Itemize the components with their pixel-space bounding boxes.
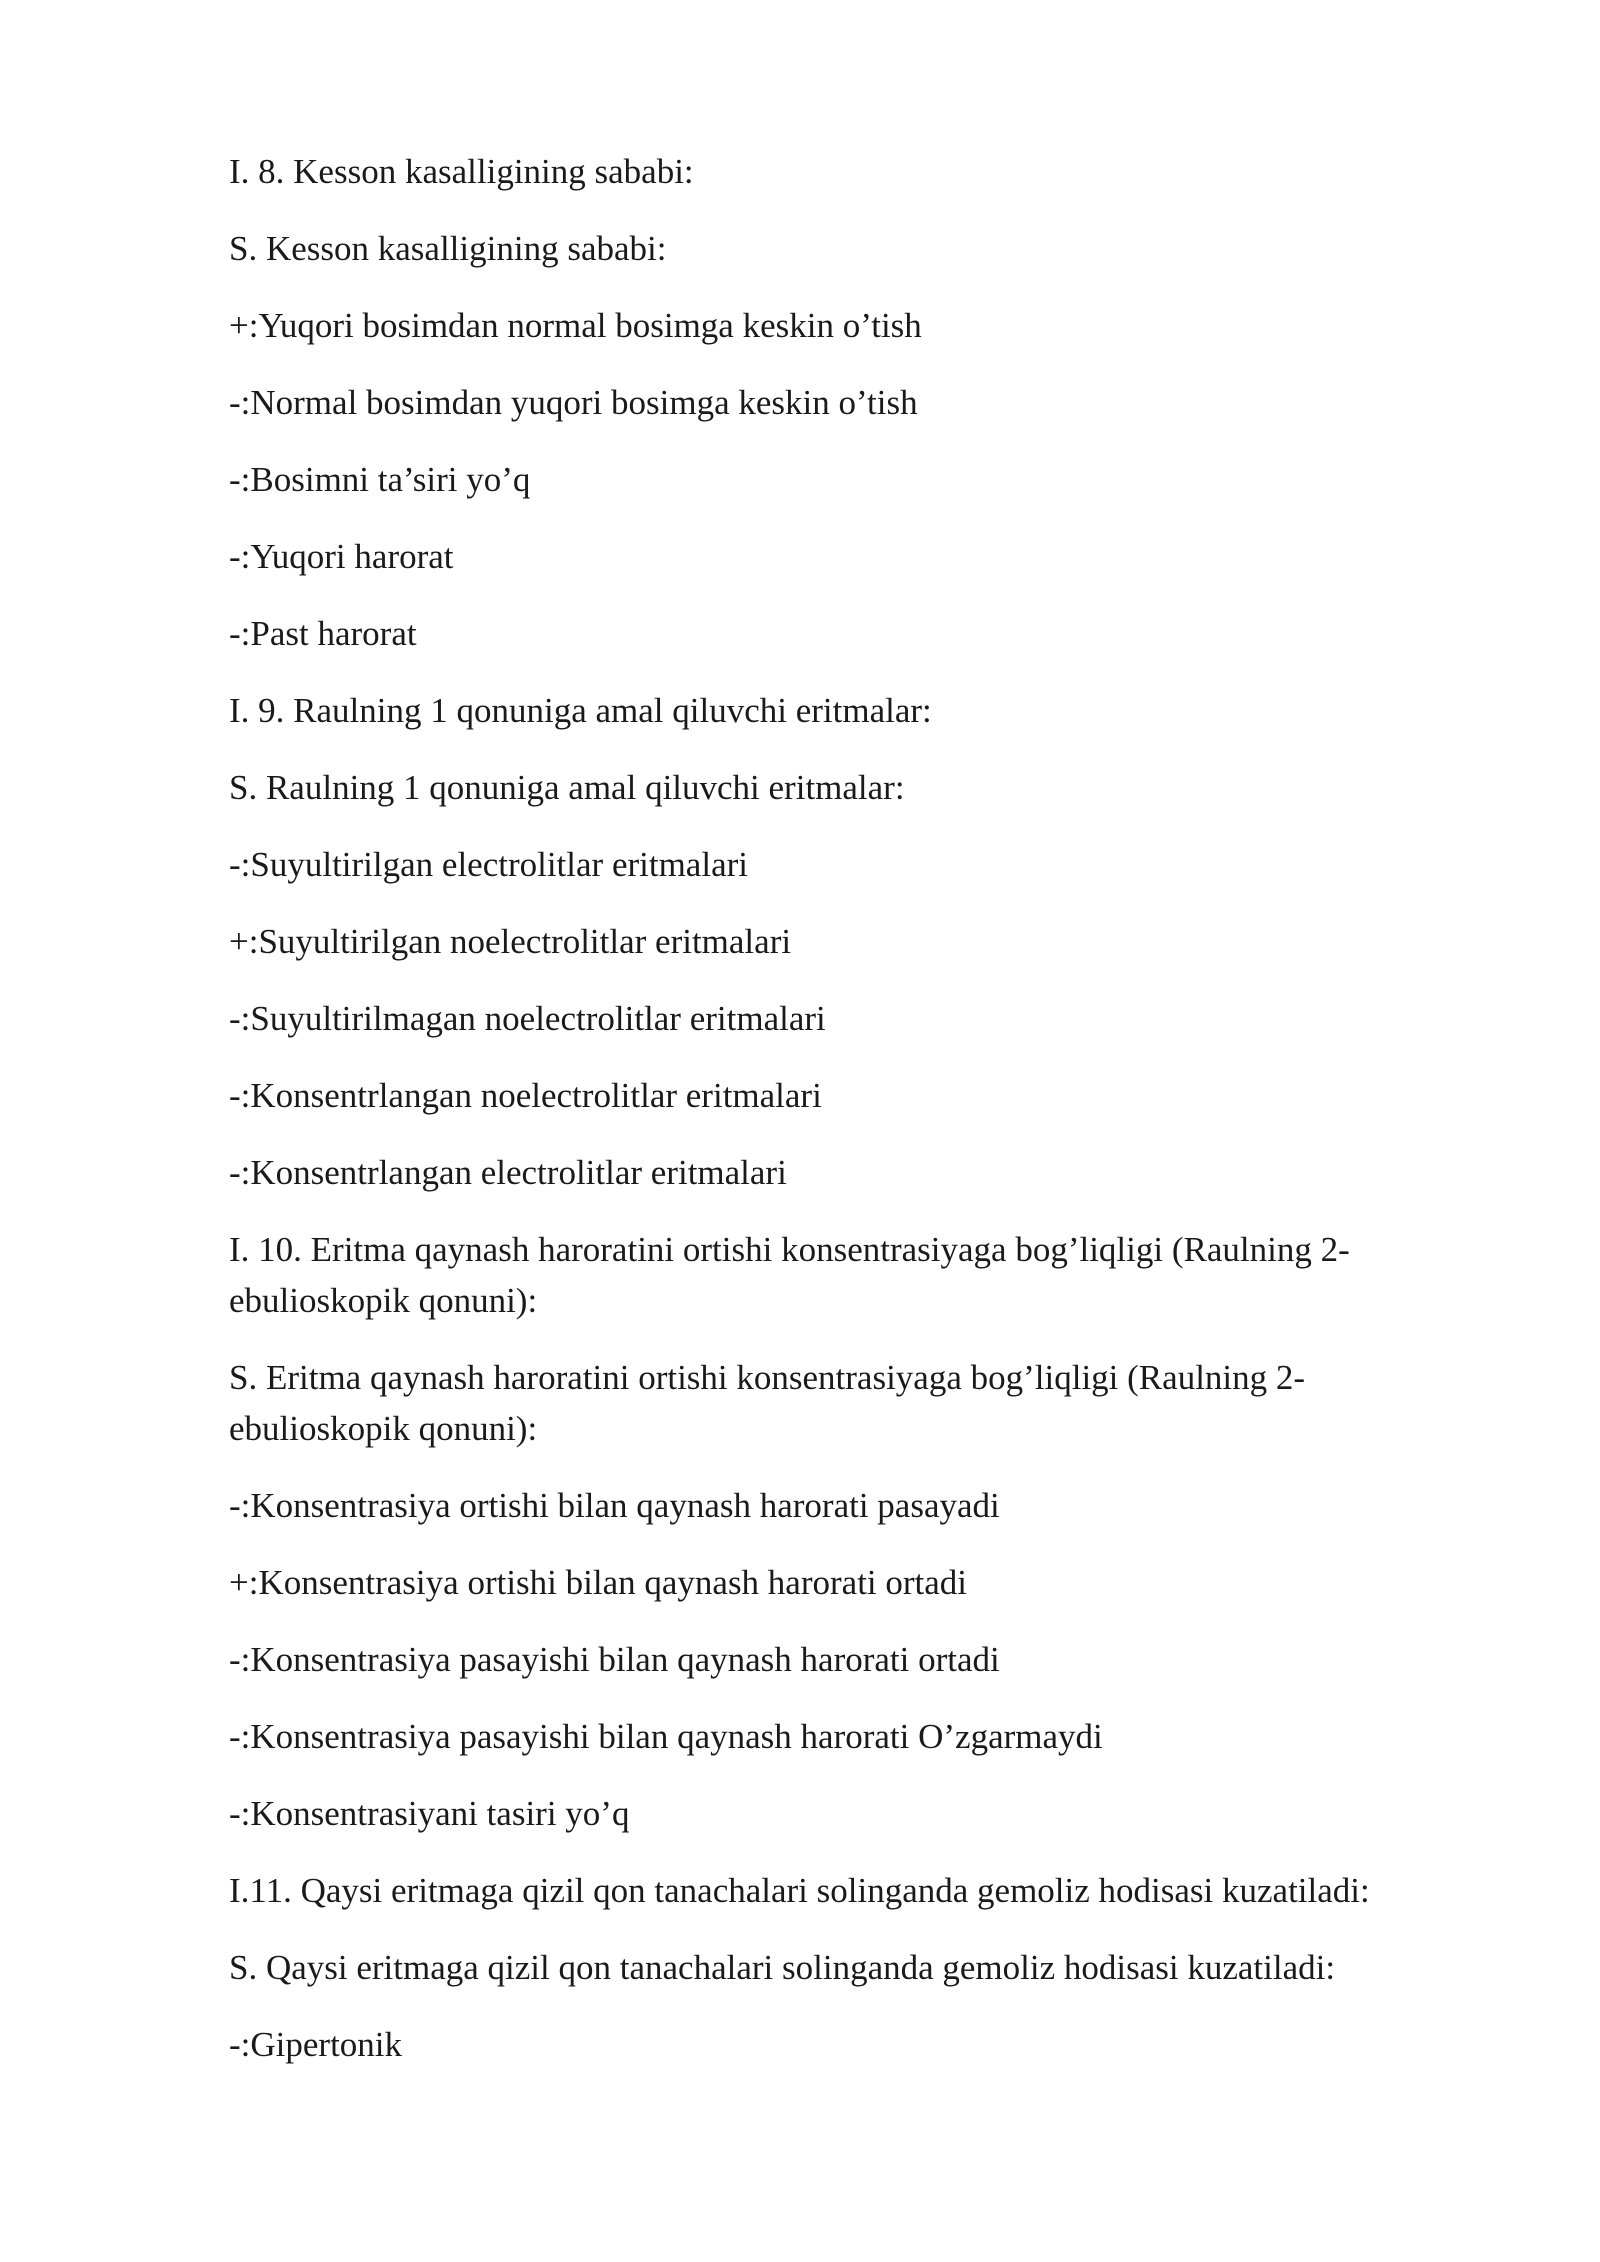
answer-option: -:Yuqori harorat	[229, 537, 454, 576]
document-body	[229, 146, 1479, 2096]
answer-option: -:Past harorat	[229, 614, 417, 653]
answer-option: -:Bosimni ta’siri yo’q	[229, 460, 531, 499]
question-heading: I.11. Qaysi eritmaga qizil qon tanachalari solinganda gemoliz hodisasi kuzatiladi:	[229, 1871, 1370, 1910]
answer-option: -:Suyultirilmagan noelectrolitlar eritmalari	[229, 999, 826, 1038]
question-heading: I. 10. Eritma qaynash haroratini ortishi konsentrasiyaga bog’liqligi (Raulning 2-ebulioskopik qonuni):	[229, 1230, 1350, 1320]
question-statement: S. Qaysi eritmaga qizil qon tanachalari solinganda gemoliz hodisasi kuzatiladi:	[229, 1948, 1336, 1987]
answer-option: -:Konsentrlangan noelectrolitlar eritmalari	[229, 1076, 822, 1115]
answer-option: -:Konsentrasiya pasayishi bilan qaynash harorati ortadi	[229, 1640, 1000, 1679]
question-heading: I. 9. Raulning 1 qonuniga amal qiluvchi eritmalar:	[229, 691, 932, 730]
question-statement: S. Eritma qaynash haroratini ortishi konsentrasiyaga bog’liqligi (Raulning 2-ebulioskopik qonuni):	[229, 1358, 1306, 1448]
question-statement: S. Raulning 1 qonuniga amal qiluvchi eritmalar:	[229, 768, 905, 807]
answer-option: -:Konsentrasiya pasayishi bilan qaynash harorati O’zgarmaydi	[229, 1717, 1103, 1756]
answer-option: -:Gipertonik	[229, 2025, 403, 2064]
answer-option-correct: +:Suyultirilgan noelectrolitlar eritmalari	[229, 922, 792, 961]
answer-option-correct: +:Konsentrasiya ortishi bilan qaynash harorati ortadi	[229, 1563, 968, 1602]
answer-option: -:Konsentrasiyani tasiri yo’q	[229, 1794, 630, 1833]
answer-option: -:Suyultirilgan electrolitlar eritmalari	[229, 845, 748, 884]
answer-option: -:Konsentrlangan electrolitlar eritmalari	[229, 1153, 787, 1192]
question-heading: I. 8. Kesson kasalligining sababi:	[229, 152, 694, 191]
question-statement: S. Kesson kasalligining sababi:	[229, 229, 667, 268]
answer-option: -:Normal bosimdan yuqori bosimga keskin o’tish	[229, 383, 918, 422]
answer-option: -:Konsentrasiya ortishi bilan qaynash harorati pasayadi	[229, 1486, 1000, 1525]
answer-option-correct: +:Yuqori bosimdan normal bosimga keskin o’tish	[229, 306, 922, 345]
